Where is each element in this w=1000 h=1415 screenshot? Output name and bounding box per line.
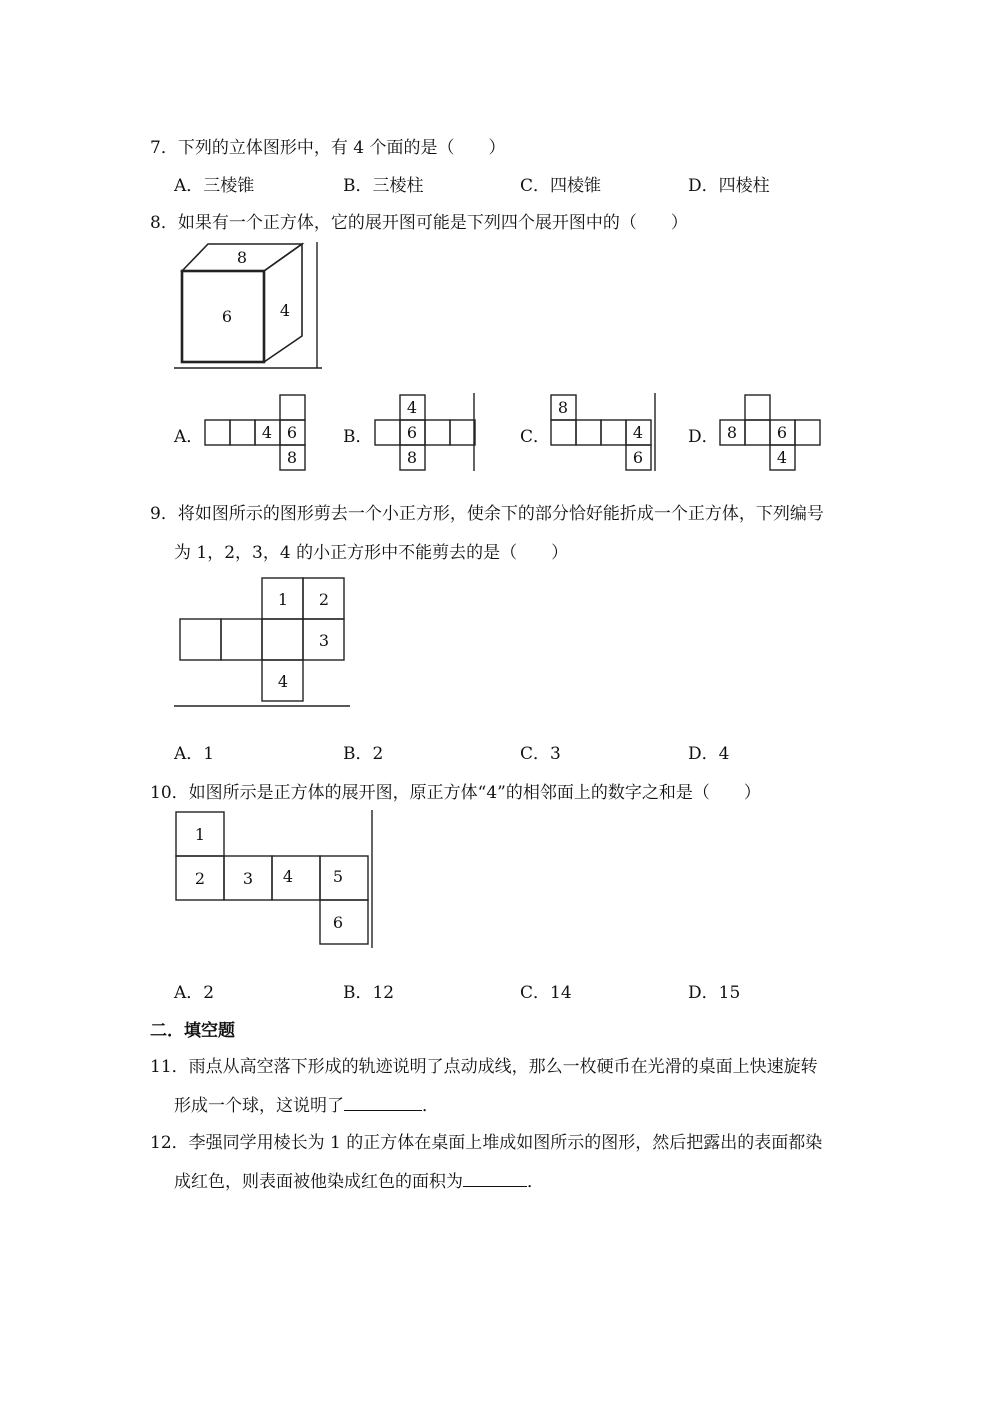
q12-answer-blank[interactable] <box>463 1170 527 1187</box>
q7-option-c: C．四棱锥 <box>520 176 602 196</box>
q7-option-d: D．四棱柱 <box>688 176 770 196</box>
q7-option-a: A．三棱锥 <box>174 176 255 196</box>
q8-net-d-cell: 8 <box>726 423 738 442</box>
q8-net-a-cell: 8 <box>286 448 298 467</box>
q8-net-a-cell: 4 <box>261 423 273 442</box>
q9-cell-label: 3 <box>318 631 330 650</box>
q10-option-a: A．2 <box>174 983 215 1003</box>
q8-stem: 8．如果有一个正方体，它的展开图可能是下列四个展开图中的（ ） <box>150 213 688 233</box>
q8-net-b-cell: 8 <box>406 448 418 467</box>
q12-line1: 12．李强同学用棱长为 1 的正方体在桌面上堆成如图所示的图形，然后把露出的表面都染 <box>150 1133 823 1153</box>
q8-net-c <box>548 393 658 473</box>
q8-net-d-cell: 4 <box>776 448 788 467</box>
q12-line2 <box>174 1167 544 1192</box>
q8-net-d <box>717 393 827 473</box>
q8-net-b <box>372 393 478 473</box>
q11-line2-text: 形成一个球，这说明了 <box>174 1096 344 1116</box>
q10-option-d: D．15 <box>688 983 741 1003</box>
q8-net-c-cell: 8 <box>557 398 569 417</box>
q10-cell-label: 6 <box>332 913 344 932</box>
q9-option-d: D．4 <box>688 744 730 764</box>
q9-cell-label: 2 <box>318 590 330 609</box>
q8-net-c-cell: 4 <box>632 423 644 442</box>
q8-option-a-label: A． <box>174 427 204 447</box>
q9-stem-line1: 9．将如图所示的图形剪去一个小正方形，使余下的部分恰好能折成一个正方体，下列编号 <box>150 504 824 524</box>
q9-option-b: B．2 <box>343 744 384 764</box>
q10-stem: 10．如图所示是正方体的展开图，原正方体“4”的相邻面上的数字之和是（ ） <box>150 783 761 803</box>
q9-option-a: A．1 <box>174 744 215 764</box>
q11-line2 <box>174 1091 439 1116</box>
q8-option-b-label: B． <box>343 427 373 447</box>
q11-line1: 11．雨点从高空落下形成的轨迹说明了点动成线，那么一枚硬币在光滑的桌面上快速旋转 <box>150 1057 818 1077</box>
q8-cube-figure <box>172 238 324 372</box>
q8-net-c-cell: 6 <box>632 448 644 467</box>
q8-net-b-cell: 4 <box>406 398 418 417</box>
q9-cell-label: 1 <box>277 590 289 609</box>
q10-cell-label: 2 <box>194 869 206 888</box>
q8-option-c-label: C． <box>520 427 551 447</box>
q8-net-a <box>202 393 308 473</box>
q10-option-b: B．12 <box>343 983 395 1003</box>
q9-option-c: C．3 <box>520 744 561 764</box>
q9-net-figure <box>172 574 354 710</box>
q8-net-b-cell: 6 <box>406 423 418 442</box>
q8-cube-front-label: 6 <box>221 307 233 326</box>
q10-cell-label: 4 <box>282 867 294 886</box>
q9-stem-line2: 为 1，2，3，4 的小正方形中不能剪去的是（ ） <box>174 543 569 563</box>
q10-cell-label: 1 <box>194 825 206 844</box>
q7-option-b: B．三棱柱 <box>343 176 424 196</box>
q9-cell-label: 4 <box>277 672 289 691</box>
q10-net-figure <box>172 808 378 950</box>
q11-answer-blank[interactable] <box>344 1094 422 1111</box>
q8-cube-top-label: 8 <box>236 248 248 267</box>
q12-line2-text: 成红色，则表面被他染成红色的面积为 <box>174 1172 463 1192</box>
q8-net-d-cell: 6 <box>776 423 788 442</box>
q8-net-a-cell: 6 <box>286 423 298 442</box>
q8-option-d-label: D． <box>688 427 719 447</box>
q12-end: ． <box>527 1172 544 1192</box>
section-title: 二．填空题 <box>150 1021 235 1041</box>
q8-cube-right-label: 4 <box>279 301 291 320</box>
q10-cell-label: 3 <box>242 869 254 888</box>
q11-end: ． <box>422 1096 439 1116</box>
q7-stem: 7．下列的立体图形中，有 4 个面的是（ ） <box>150 138 506 158</box>
q10-cell-label: 5 <box>332 867 344 886</box>
q10-option-c: C．14 <box>520 983 572 1003</box>
